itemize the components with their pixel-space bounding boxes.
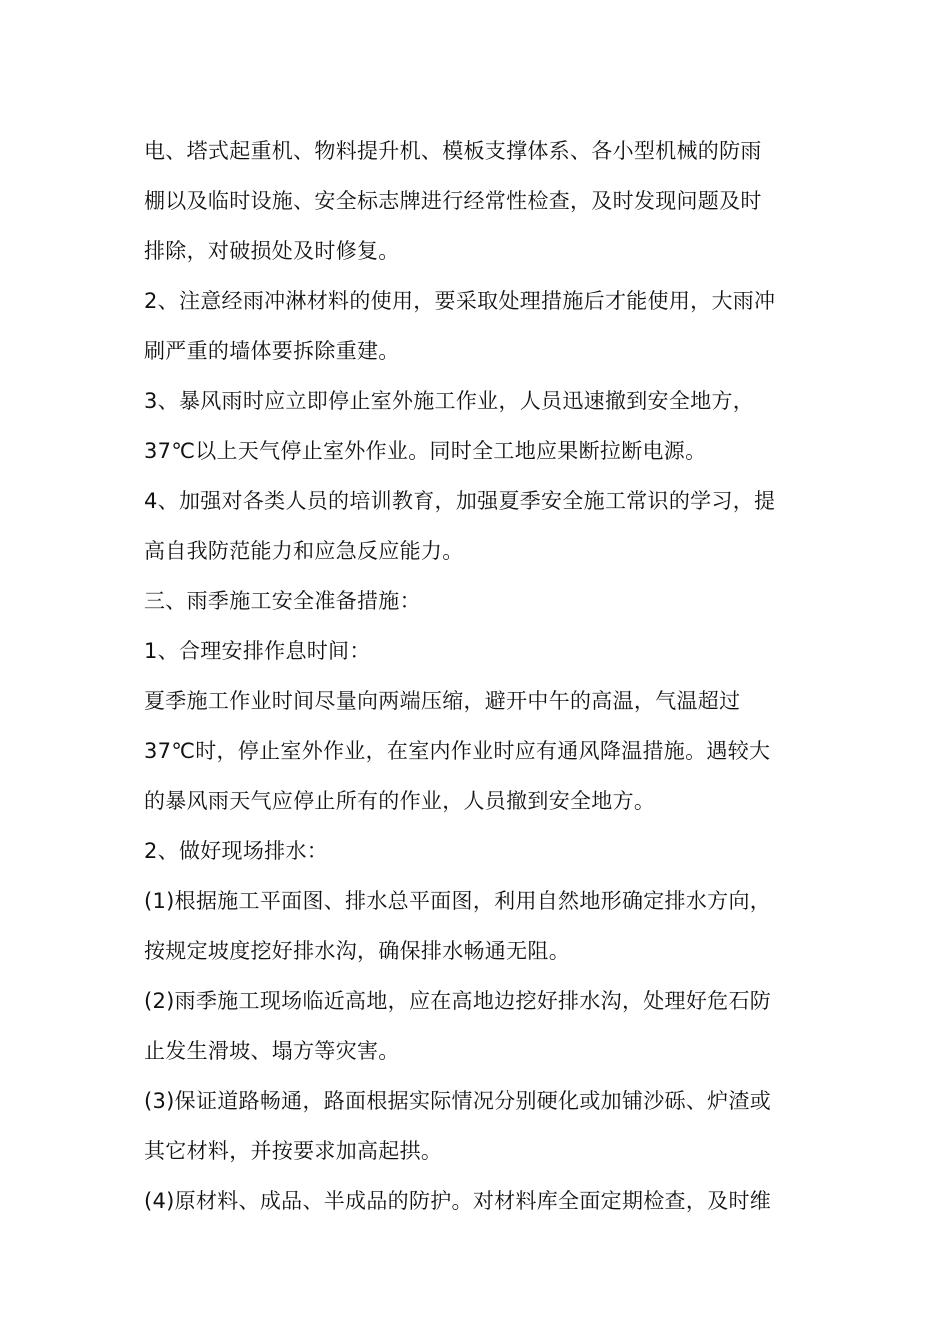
text-line: 电、塔式起重机、物料提升机、模板支撑体系、各小型机械的防雨 xyxy=(144,139,762,163)
text-line: 高自我防范能力和应急反应能力。 xyxy=(144,539,464,563)
text-line: 止发生滑坡、塌方等灾害。 xyxy=(144,1039,400,1063)
text-line: 排除，对破损处及时修复。 xyxy=(144,239,400,263)
text-line: 刷严重的墙体要拆除重建。 xyxy=(144,339,400,363)
text-line: 37℃时，停止室外作业，在室内作业时应有通风降温措施。遇较大 xyxy=(144,739,771,763)
text-line: 2、注意经雨冲淋材料的使用，要采取处理措施后才能使用，大雨冲 xyxy=(144,289,776,313)
section-heading: 三、雨季施工安全准备措施： xyxy=(144,589,421,613)
text-line: 4、加强对各类人员的培训教育，加强夏季安全施工常识的学习，提 xyxy=(144,489,776,513)
text-line: 的暴风雨天气应停止所有的作业，人员撤到安全地方。 xyxy=(144,789,656,813)
text-line: (4)原材料、成品、半成品的防护。对材料库全面定期检查，及时维 xyxy=(144,1189,772,1213)
document-body xyxy=(144,126,834,1226)
text-line: (2)雨季施工现场临近高地，应在高地边挖好排水沟，处理好危石防 xyxy=(144,989,772,1013)
text-line: 37℃以上天气停止室外作业。同时全工地应果断拉断电源。 xyxy=(144,439,707,463)
subsection-heading: 1、合理安排作息时间： xyxy=(144,639,371,663)
text-line: (1)根据施工平面图、排水总平面图，利用自然地形确定排水方向， xyxy=(144,889,772,913)
text-line: 夏季施工作业时间尽量向两端压缩，避开中午的高温，气温超过 xyxy=(144,689,741,713)
subsection-heading: 2、做好现场排水： xyxy=(144,839,329,863)
text-line: 其它材料，并按要求加高起拱。 xyxy=(144,1139,443,1163)
text-line: (3)保证道路畅通，路面根据实际情况分别硬化或加铺沙砾、炉渣或 xyxy=(144,1089,772,1113)
text-line: 3、暴风雨时应立即停止室外施工作业，人员迅速撤到安全地方， xyxy=(144,389,755,413)
text-line: 按规定坡度挖好排水沟，确保排水畅通无阻。 xyxy=(144,939,570,963)
text-line: 棚以及临时设施、安全标志牌进行经常性检查，及时发现问题及时 xyxy=(144,189,762,213)
